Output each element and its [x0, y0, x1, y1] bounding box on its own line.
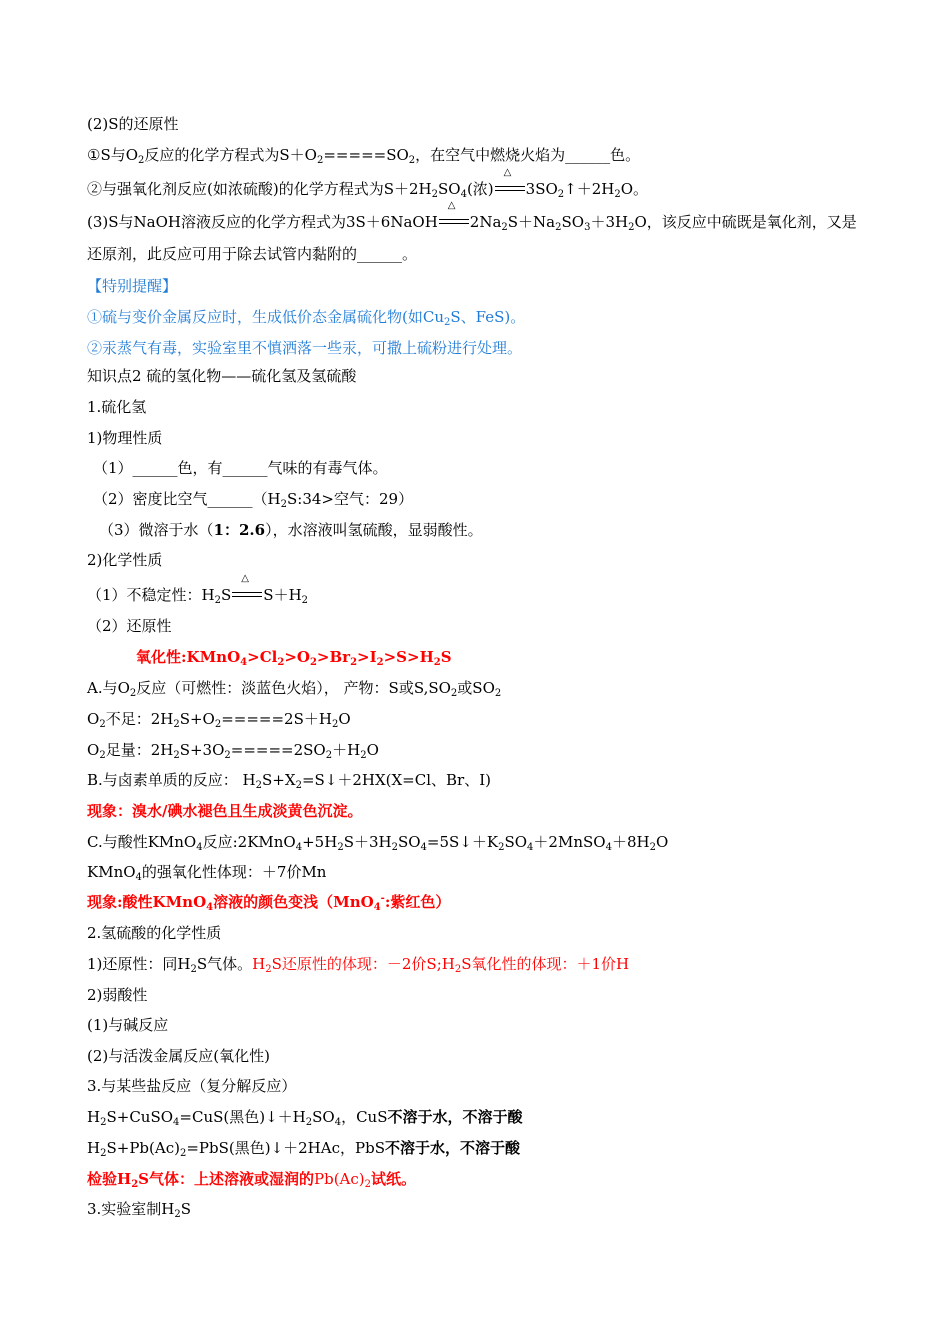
s-h2so4-equation-line: ②与强氧化剂反应(如浓硫酸)的化学方程式为$S+2H_2SO_4$(浓) △ $3SO_2↑+2H_2O$。 — [87, 167, 649, 200]
section-h2s-heading: 1.硫化氢 — [87, 398, 147, 416]
react-with-salt-heading: 3.与某些盐反应（复分解反应） — [87, 1077, 297, 1095]
physical-property-2: （2）密度比空气$\_\_\_\_\_\_(H_2S:34>$空气：29） — [93, 490, 414, 510]
heading-s-reducing: (2)S的还原性 — [87, 115, 179, 133]
instability-equation: （1）不稳定性：$H_2S$ △ $S+H_2$ — [87, 573, 309, 606]
tip-title: 【特别提醒】 — [87, 277, 178, 295]
lab-prep-heading: 3.实验室制$H_2S$ — [87, 1200, 192, 1220]
react-with-base: (1)与碱反应 — [87, 1016, 169, 1034]
reaction-b-halogen: B.与卤素单质的反应： $H_2S+X_2=S↓+2HX(X=Cl$、Br、I) — [87, 771, 491, 791]
heating-sign-icon: △ — [439, 215, 469, 227]
h2s-test-line: 检验$H_2S$气体：上述溶液或湿润的$Pb(Ac)_2$试纸。 — [87, 1170, 417, 1190]
chemical-properties-heading: 2)化学性质 — [87, 551, 163, 569]
o2-sufficient-equation: $O_2$足量：$2H_2S+3O_2=====2SO_2+H_2O$ — [87, 741, 379, 761]
s-o2-equation-line: ①S与$O_2$反应的化学方程式为$S+O_2=====SO_2$，在空气中燃烧火焰为______色。 — [87, 146, 641, 166]
heating-sign-icon: △ — [495, 182, 525, 194]
reaction-a-o2: A.与$O_2$反应（可燃性：淡蓝色火焰）， 产物：S或$S,SO_2$或$SO_2$ — [87, 679, 502, 699]
o2-insufficient-equation: $O_2$不足：$2H_2S+O_2=====2S+H_2O$ — [87, 710, 351, 730]
pbac2-equation: $H_2S+Pb(Ac)_2=PbS$(黑色)↓＋2HAc，PbS不溶于水，不溶于酸 — [87, 1139, 520, 1159]
physical-property-3: （3）微溶于水（1：2.6），水溶液叫氢硫酸，显弱酸性。 — [99, 521, 483, 539]
kmno4-oxidizing-note: KMnO$_4$的强氧化性体现：＋7价Mn — [87, 863, 327, 883]
weak-acid-heading: 2)弱酸性 — [87, 986, 148, 1004]
tip-item-2: ②汞蒸气有毒，实验室里不慎洒落一些汞，可撒上硫粉进行处理。 — [87, 339, 523, 357]
cuso4-equation: $H_2S+CuSO_4=CuS$(黑色)$↓+H_2SO_4$，CuS不溶于水，不溶于酸 — [87, 1108, 523, 1128]
phenomenon-kmno4: 现象:酸性KMnO$_4$溶液的颜色变浅（MnO$_4$-:紫红色） — [87, 893, 451, 913]
heating-sign-icon: △ — [232, 588, 262, 600]
physical-property-1: （1）______色，有______气味的有毒气体。 — [93, 459, 388, 477]
phenomenon-halogen: 现象：溴水/碘水褪色且生成淡黄色沉淀。 — [87, 802, 363, 820]
acid-reducibility-line: 1)还原性：同$H_2S$气体。$H_2S$还原性的体现：－2价$S;H_2S$氧化性的体现：＋1价H — [87, 955, 630, 975]
hydrosulfuric-acid-heading: 2.氢硫酸的化学性质 — [87, 924, 222, 942]
tip-item-1: ①硫与变价金属反应时，生成低价态金属硫化物(如$Cu_2S$、FeS)。 — [87, 308, 526, 328]
react-with-metal: (2)与活泼金属反应(氧化性) — [87, 1047, 270, 1065]
reducibility-heading: （2）还原性 — [87, 617, 172, 635]
s-naoh-paragraph: (3)S与NaOH溶液反应的化学方程式为3S＋6NaOH △ $2Na_2S+Na_2SO_3+3H_2O$，该反应中硫既是氧化剂，又是还原剂，此反应可用于除去试管内黏附的______。 — [87, 200, 857, 263]
reaction-c-kmno4: C.与酸性KMnO$_4$反应$:2KMnO_4+5H_2S+3H_2SO_4=5S↓+K_2SO_4+2MnSO_4+8H_2O$ — [87, 833, 669, 853]
oxidizing-order-line: 氧化性$:KMnO_4>Cl_2>O_2>Br_2>I_2>S>H_2S$ — [136, 648, 452, 668]
physical-properties-heading: 1)物理性质 — [87, 429, 163, 447]
knowledge-point-2-heading: 知识点2 硫的氢化物——硫化氢及氢硫酸 — [87, 367, 357, 385]
